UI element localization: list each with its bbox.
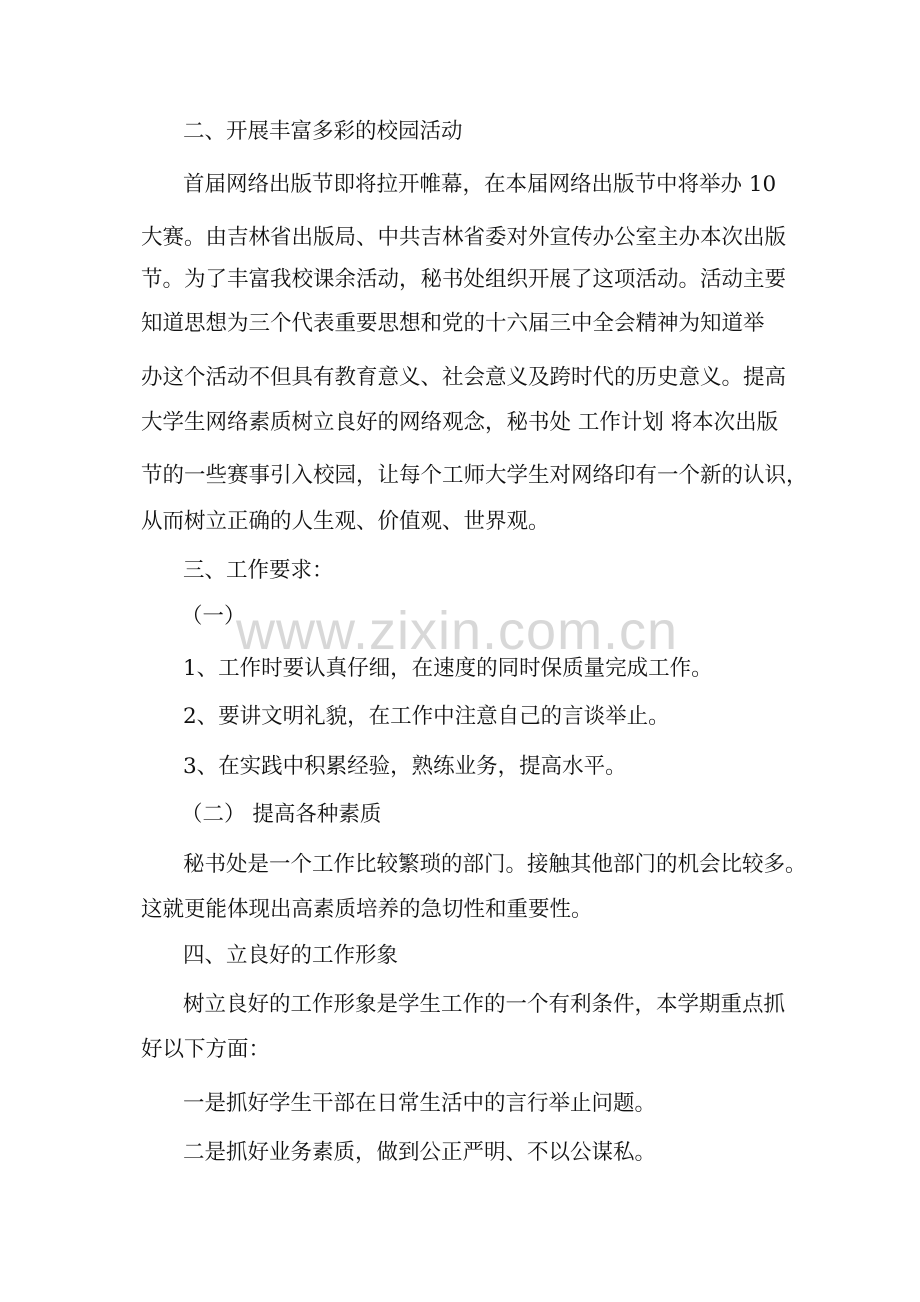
list-item: 2、要讲文明礼貌，在工作中注意自己的言谈举止。 xyxy=(183,704,670,729)
list-item: 3、在实践中积累经验，熟练业务，提高水平。 xyxy=(183,754,627,779)
paragraph-line: 节。为了丰富我校课余活动，秘书处组织开展了这项活动。活动主要 xyxy=(141,267,787,292)
paragraph-line: 节的一些赛事引入校园，让每个工师大学生对网络印有一个新的认识， xyxy=(141,463,808,488)
section-heading-4: 四、立良好的工作形象 xyxy=(183,943,399,968)
paragraph-line: 大赛。由吉林省出版局、中共吉林省委对外宣传办公室主办本次出版 xyxy=(141,225,787,250)
paragraph-line: 知道思想为三个代表重要思想和党的十六届三中全会精神为知道举 xyxy=(141,311,765,336)
list-item: 1、工作时要认真仔细，在速度的同时保质量完成工作。 xyxy=(183,656,713,681)
paragraph-line: 办这个活动不但具有教育意义、社会意义及跨时代的历史意义。提高 xyxy=(141,365,787,390)
list-item: 二是抓好业务素质，做到公正严明、不以公谋私。 xyxy=(183,1140,657,1165)
paragraph-line: 这就更能体现出高素质培养的急切性和重要性。 xyxy=(141,897,593,922)
paragraph-line: 好以下方面： xyxy=(141,1037,271,1062)
section-heading-2: 二、开展丰富多彩的校园活动 xyxy=(183,119,463,144)
section-heading-3: 三、工作要求： xyxy=(183,558,334,583)
watermark: www.zixin.com.cn xyxy=(236,601,679,661)
paragraph-line: 从而树立正确的人生观、价值观、世界观。 xyxy=(141,509,550,534)
paragraph-line: 秘书处是一个工作比较繁琐的部门。接触其他部门的机会比较多。 xyxy=(183,852,807,877)
subsection-label-2: （二） 提高各种素质 xyxy=(181,802,382,827)
subsection-label-1: （一） xyxy=(181,604,246,629)
paragraph-line: 首届网络出版节即将拉开帷幕，在本届网络出版节中将举办 10 xyxy=(183,172,777,197)
list-item: 一是抓好学生干部在日常生活中的言行举止问题。 xyxy=(183,1091,657,1116)
paragraph-line: 树立良好的工作形象是学生工作的一个有利条件，本学期重点抓 xyxy=(183,992,786,1017)
paragraph-line: 大学生网络素质树立良好的网络观念，秘书处 工作计划 将本次出版 xyxy=(141,410,779,435)
